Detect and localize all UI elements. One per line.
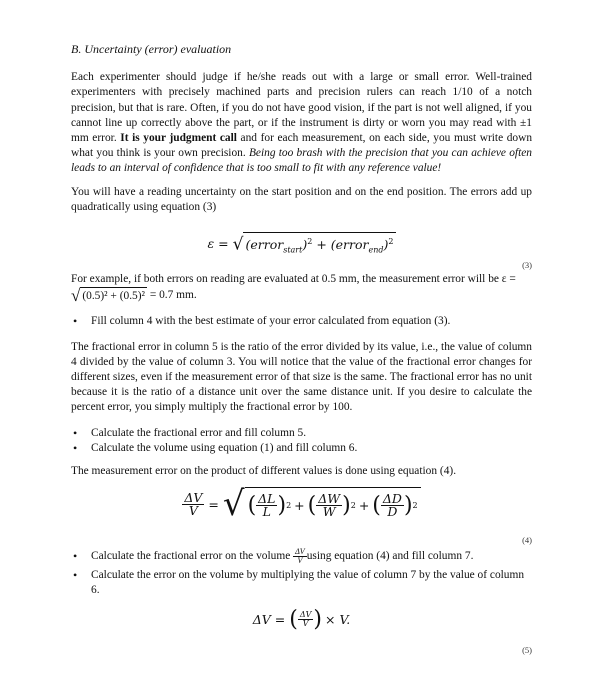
example-paragraph xyxy=(71,272,532,304)
product-error-paragraph: The measurement error on the product of different values is done using equation (4). xyxy=(71,465,457,478)
eq5-rhs: × V. xyxy=(325,611,351,627)
eq3-lhs: ε = xyxy=(207,236,229,252)
example-result: = 0.7 mm. xyxy=(149,289,197,302)
intro-text-a: Each experimenter should judge if he/she reads out with a large or small error. Well-trained experimenters with precisely machined parts and precision rulers can reach 1/10 of a notch precision, but that is rare. Often, if you do not have good vision, if the part is not well aligned, if you cannot line up correctly above the part, or if the instrument is dirty or worn you may read with ±1 mm error. xyxy=(71,71,532,145)
eq5-frac: $\frac{\Delta V}{V}$ xyxy=(299,609,312,628)
equation-3 xyxy=(71,232,532,258)
eq4-number: (4) xyxy=(522,535,532,546)
intro-paragraph xyxy=(71,70,532,176)
fractional-error-paragraph: The fractional error in column 5 is the ratio of the error divided by its value, i.e., the value of column 4 divided by the value of column 3. You will notice that the value of the fractional error changes for different sizes, even if the measurement error of that size is the same. The fractional error has no unit because it is the ratio of a distance unit over the same distance unit. If you desire to calculate the percent error, you simply multiply the fractional error by 100. xyxy=(71,340,532,414)
eq5-formula: ΔV = ( $\frac{\Delta V}{V}$ ) × V. xyxy=(252,606,351,632)
bullet3-frac: $\frac{\Delta V}{V}$ xyxy=(295,547,305,566)
eq3-number: (3) xyxy=(522,260,532,271)
eq3-sub2: end xyxy=(368,245,384,255)
eq4-sqrt: √ ( $\frac{\Delta L}{L}$ ) 2 + ( $\frac{\Delta W}{W}$ ) 2 + ( $\frac{\Delta D}{D}$ ) 2 xyxy=(223,487,421,521)
intro-bold: It is your judgment call xyxy=(120,132,237,145)
eq3-sqrt: √ (error$_{start}$)$^2$ + (error$_{end}$)$^2$ xyxy=(233,232,396,258)
eq4-formula: $\frac{\Delta V}{V}$ = √ ( $\frac{\Delta L}{L}$ ) 2 + ( $\frac{\Delta W}{W}$ ) 2 + ( $\frac{\Delta D}{D}$ ) 2 xyxy=(182,487,420,521)
eq3-term2: error xyxy=(335,237,369,253)
bullet-fill-column-4: • Fill column 4 with the best estimate of your error calculated from equation (3). xyxy=(71,314,532,329)
eq3-term1: error xyxy=(250,237,284,253)
eq4-term-l: $\frac{\Delta L}{L}$ xyxy=(258,491,276,520)
bullet-list-1 xyxy=(71,314,532,329)
bullet-fractional-error: • Calculate the fractional error and fill column 5. xyxy=(71,426,532,441)
eq4-lhs-frac: $\frac{\Delta V}{V}$ xyxy=(184,489,203,518)
bullet-list-2 xyxy=(71,426,532,456)
eq5-number: (5) xyxy=(522,644,532,655)
eq3-sub1: start xyxy=(283,245,303,255)
equation-4 xyxy=(71,484,532,533)
example-sqrt: √ (0.5)² + (0.5)² xyxy=(71,286,145,306)
eq4-term-d: $\frac{\Delta D}{D}$ xyxy=(382,491,402,520)
bullet-fractional-volume: • Calculate the fractional error on the volume $\frac{\Delta V}{V}$ using equation (4) and fill column 7. xyxy=(71,547,532,565)
document-content xyxy=(71,42,532,655)
intro-italic: Being too brash with the precision that you can achieve often leads to an interval of confidence that is too small to fit with any reference value! xyxy=(71,147,532,175)
eq5-lhs: ΔV = xyxy=(252,611,286,627)
eq4-term-w: $\frac{\Delta W}{W}$ xyxy=(318,491,341,520)
bullet-error-volume: • Calculate the error on the volume by multiplying the value of column 7 by the value of column 6. xyxy=(71,568,532,598)
example-radicand: (0.5)² + (0.5)² xyxy=(80,287,147,304)
bullet-volume: • Calculate the volume using equation (1) and fill column 6. xyxy=(71,441,532,456)
eq3-formula xyxy=(207,234,395,255)
example-text: For example, if both errors on reading are evaluated at 0.5 mm, the measurement error will be ε = xyxy=(71,273,516,286)
equation-5 xyxy=(71,606,532,641)
quadratic-paragraph: You will have a reading uncertainty on the start position and on the end position. The errors add up quadratically using equation (3) xyxy=(71,185,532,213)
intro-text-b: and for each measurement, on each side, you must write down what you think is your own precision. xyxy=(71,132,533,160)
section-title: B. Uncertainty (error) evaluation xyxy=(71,42,232,56)
bullet-list-3 xyxy=(71,547,532,598)
